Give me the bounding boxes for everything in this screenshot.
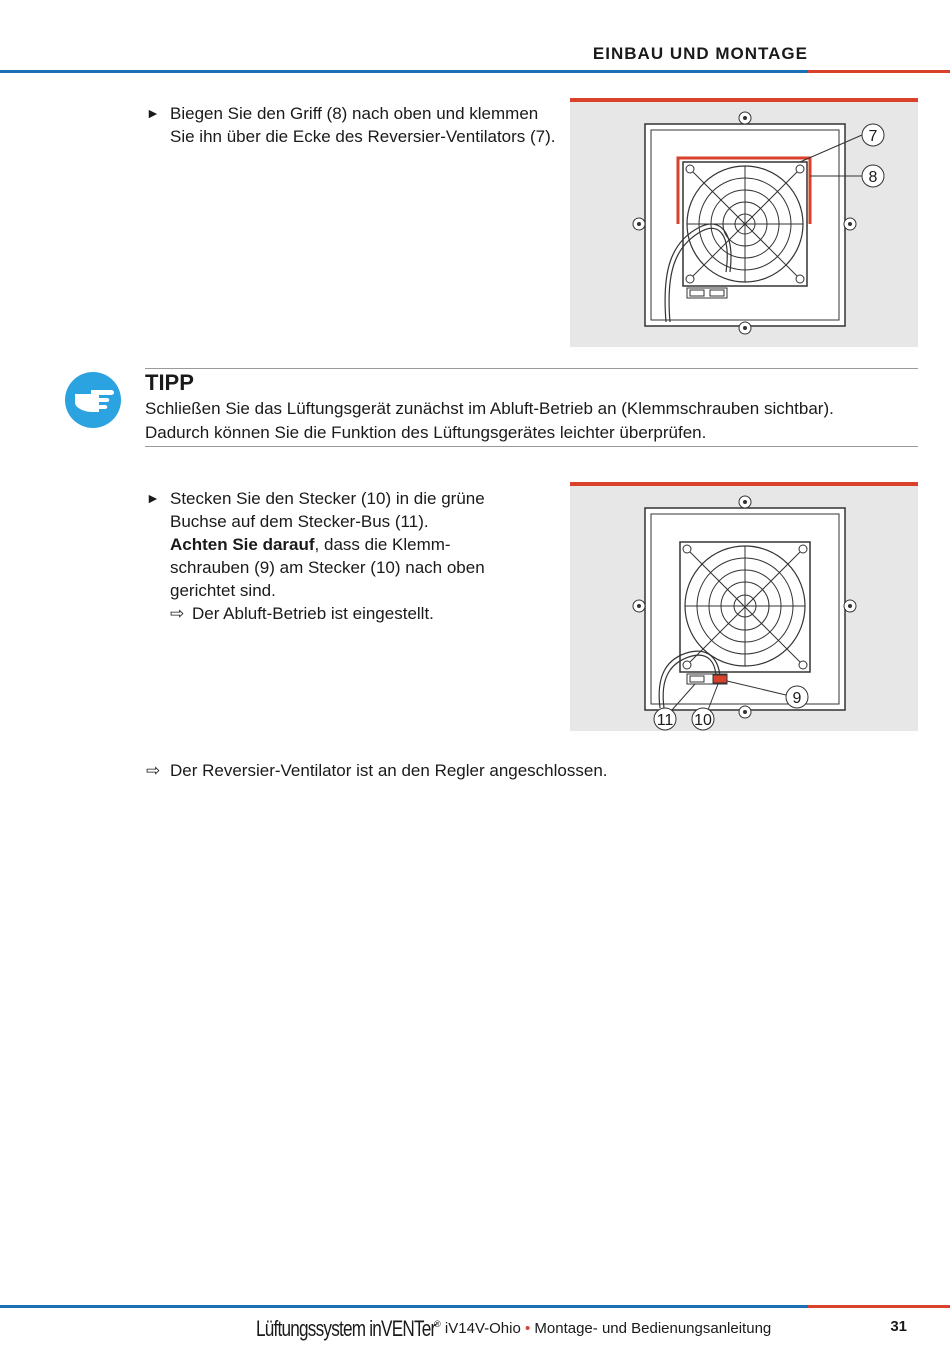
figure-connector	[570, 482, 918, 731]
instruction-step-1	[146, 102, 556, 148]
step-2-line-3	[170, 533, 556, 556]
footer-product: iV14V-Ohio	[440, 1320, 525, 1337]
step-2-line-4: schrauben (9) am Stecker (10) nach oben	[170, 558, 485, 577]
step-2-result-text: Der Abluft-Betrieb ist eingestellt.	[192, 604, 434, 623]
callout-8: 8	[868, 169, 878, 186]
tip-line-1: Schließen Sie das Lüftungsgerät zunächst im Abluft-Betrieb an (Klemmschrauben sichtbar).	[145, 399, 834, 418]
result-arrow-icon: ⇨	[170, 604, 185, 623]
section-title: EINBAU UND MONTAGE	[592, 44, 808, 63]
callout-7: 7	[868, 128, 878, 145]
figure-fan-handle	[570, 98, 918, 347]
step-2-result	[170, 602, 556, 625]
step-2-line-5: gerichtet sind.	[170, 581, 276, 600]
callout-10: 10	[694, 712, 712, 729]
step-2-line-1: Stecken Sie den Stecker (10) in die grüne	[170, 489, 485, 508]
footer-rule-blue	[0, 1305, 808, 1308]
fan-illustration-2	[570, 486, 918, 731]
final-result-text: Der Reversier-Ventilator ist an den Regler angeschlossen.	[170, 761, 608, 780]
result-arrow-icon: ⇨	[146, 761, 161, 780]
registered-mark: ®	[434, 1319, 441, 1329]
fan-illustration-1	[570, 102, 918, 347]
header-rule-red	[808, 70, 950, 73]
tip-heading: TIPP	[145, 370, 194, 395]
tip-line-2: Dadurch können Sie die Funktion des Lüftungsgerätes leichter überprüfen.	[145, 423, 707, 442]
tip-bottom-rule	[145, 446, 918, 447]
footer-text	[256, 1316, 771, 1342]
emphasis-text: Achten Sie darauf	[170, 535, 315, 554]
step-2-line-2: Buchse auf dem Stecker-Bus (11).	[170, 512, 429, 531]
step-marker: ►	[146, 490, 160, 506]
tip-text	[145, 397, 925, 445]
callout-11: 11	[656, 712, 674, 729]
footer-brand: Lüftungssystem inVENTer	[256, 1316, 436, 1341]
instruction-step-2	[146, 487, 556, 625]
final-result	[146, 759, 746, 782]
tip-top-rule	[145, 368, 918, 369]
callout-9: 9	[792, 690, 802, 707]
step-2-line-3-rest: , dass die Klemm-	[314, 535, 451, 554]
step-1-text: Biegen Sie den Griff (8) nach oben und klemmen Sie ihn über die Ecke des Reversier-Ventilators (7).	[170, 104, 556, 146]
step-marker: ►	[146, 105, 160, 121]
footer-doc-title: Montage- und Bedienungsanleitung	[530, 1320, 772, 1337]
footer-separator: •	[524, 1320, 531, 1337]
footer-rule-red	[808, 1305, 950, 1308]
page-number: 31	[890, 1318, 907, 1335]
header-rule-blue	[0, 70, 808, 73]
pointing-hand-icon	[65, 372, 121, 428]
